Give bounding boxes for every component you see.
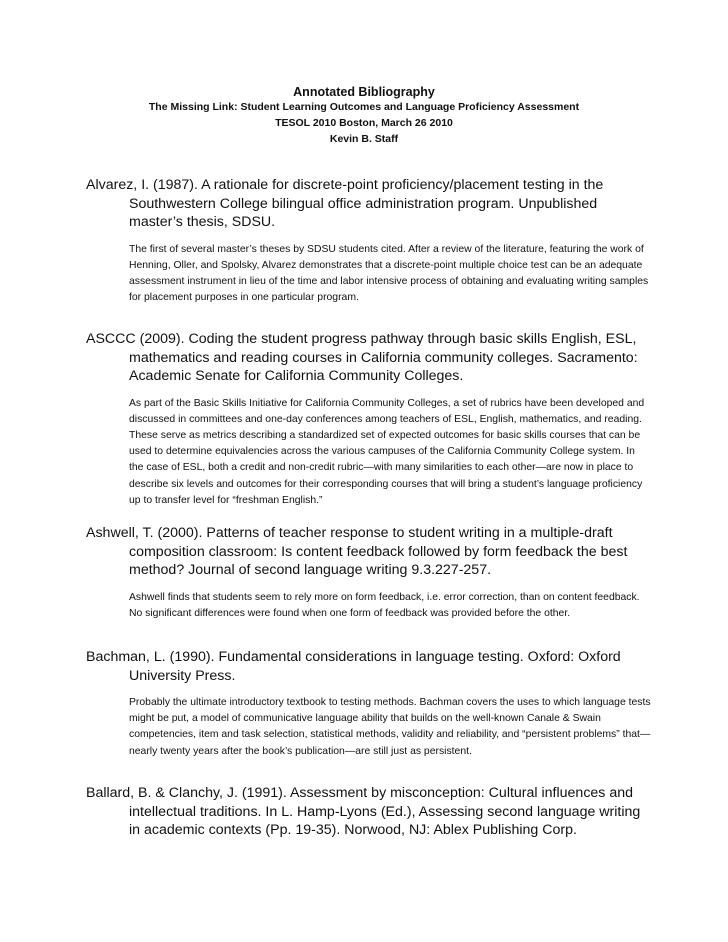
bibliography-entry-alvarez — [86, 176, 652, 330]
entry-citation: ASCCC (2009). Coding the student progress pathway through basic skills English, ESL, mathematics and reading courses in California community colleges. Sacramento: Academic Senate for California Community Colleges. — [86, 331, 638, 384]
entry-citation: Alvarez, I. (1987). A rationale for discrete-point proficiency/placement testing in the Southwestern College bilingual office administration program. Unpublished master’s thesis, SDSU. — [86, 177, 604, 230]
bibliography-entry-ballard — [86, 784, 652, 840]
bibliography-entry-ashwell — [86, 524, 652, 648]
entry-annotation: Ashwell finds that students seem to rely more on form feedback, i.e. error correction, than on content feedback. No significant differences were found when one form of feedback was provided before the other. — [129, 591, 640, 619]
entry-annotation: Probably the ultimate introductory textbook to testing methods. Bachman covers the uses to which language tests might be put, a model of communicative language ability that builds on the well-known Canale & Swain competencies, item and task selection, statistical methods, validity and reliability, and “persistent problems” that—nearly twenty years after the book’s publication—are still just as persistent. — [129, 697, 651, 757]
document-subtitle: The Missing Link: Student Learning Outcomes and Language Proficiency Assessment — [148, 101, 580, 113]
entry-citation: Ballard, B. & Clanchy, J. (1991). Assessment by misconception: Cultural influences and intellectual traditions. In L. Hamp-Lyons (Ed.), Assessing second language writing in academic contexts (Pp. 19-35). Norwood, NJ: Ablex Publishing Corp. — [86, 785, 641, 838]
conference-line: TESOL 2010 Boston, March 26 2010 — [275, 117, 453, 129]
entry-citation: Ashwell, T. (2000). Patterns of teacher response to student writing in a multiple-draft composition classroom: Is content feedback followed by form feedback the best method? Journal of second language writing 9.3.227-257. — [86, 525, 628, 578]
bibliography-entry-asccc — [86, 330, 652, 524]
author-line: Kevin B. Staff — [329, 133, 399, 145]
entry-citation: Bachman, L. (1990). Fundamental considerations in language testing. Oxford: Oxford University Press. — [86, 649, 621, 684]
entry-annotation: The first of several master’s theses by SDSU students cited. After a review of the literature, featuring the work of Henning, Oller, and Spolsky, Alvarez demonstrates that a discrete-point multiple choice test can be an adequate assessment instrument in lieu of the time and labor intensive process of obtaining and evaluating writing samples for placement purposes in one particular program. — [129, 243, 649, 304]
bibliography-entry-bachman — [86, 648, 652, 784]
bibliography-list — [86, 176, 652, 840]
document-title: Annotated Bibliography — [293, 85, 435, 99]
entry-annotation: As part of the Basic Skills Initiative for California Community Colleges, a set of rubrics have been developed and discussed in committees and one-day conferences among teachers of ESL, English, mathematics, and reading. These serve as metrics describing a standardized set of expected outcomes for basic skills courses that can be used to determine equivalencies across the various campuses of the California Community College system. In the case of ESL, both a credit and non-credit rubric—with many similarities to each other—are now in place to describe six levels and outcomes for their corresponding courses that will bring a student’s language proficiency up to transfer level for “freshman English.” — [129, 397, 645, 506]
